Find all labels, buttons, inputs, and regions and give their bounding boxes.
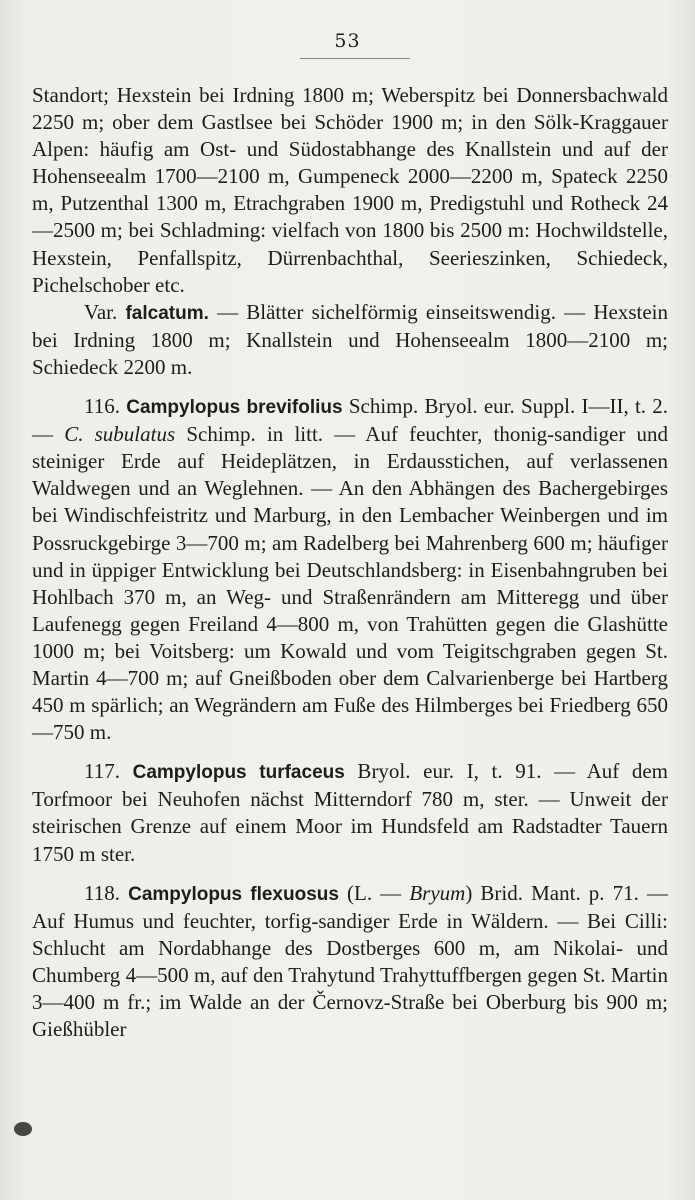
- species-name: Campylopus turfaceus: [132, 762, 345, 784]
- species-name: Campylopus brevifolius: [126, 397, 343, 419]
- entry-117: [32, 758, 668, 867]
- header-rule: [300, 58, 410, 59]
- entry-116: [32, 393, 668, 746]
- synonym: C. subulatus: [64, 422, 176, 447]
- entry-number: 117.: [84, 759, 120, 784]
- variety-paragraph: [32, 299, 668, 381]
- body-text: [32, 82, 668, 1043]
- entry-citation: Schimp. Bryol. eur. Suppl. I—II, t. 2. —: [32, 394, 669, 447]
- entry-text: Schimp. in litt. — Auf feuchter, thonig-sandiger und steiniger Erde auf Heideplätzen, in Erdausstichen, auf verlassenen Waldwegen und an Weglehnen. — An den Abhängen des Bachergebirges bei Windischfeistritz und Marburg, in den Lembacher Weinbergen und im Possruckgebirge 3—700 m; am Radelberg bei Mahrenberg 600 m; häufiger und in üppiger Entwicklung bei Deutschlandsberg: in Eisenbahngruben bei Hohlbach 370 m, an Weg- und Straßenrändern am Mitteregg und über Laufenegg gegen Freiland 4—800 m, von Trahütten gegen die Glashütte 1000 m; bei Voitsberg: um Kowald und vom Teigitschgraben gegen St. Martin 4—700 m; auf Gneißboden ober dem Calvarienberge bei Hartberg 450 m spärlich; an Wegrändern am Fuße des Hilmberges bei Friedberg 650—750 m.: [32, 422, 668, 745]
- entry-text: ) Brid. Mant. p. 71. — Auf Humus und feuchter, torfig-sandiger Erde in Wäldern. — Bei Cilli: Schlucht am Nordabhange des Dostberges 600 m, am Nikolai- und Chumberg 4—500 m, auf den Trahytund Trahyttuffbergen gegen St. Martin 3—400 m fr.; im Walde an der Černovz-Straße bei Oberburg bis 900 m; Gießhübler: [32, 880, 668, 1042]
- basionym-genus: Bryum: [409, 880, 466, 905]
- entry-number: 116.: [84, 394, 120, 419]
- species-name: Campylopus flexuosus: [128, 883, 339, 905]
- entry-118: [32, 880, 668, 1044]
- variety-prefix: Var.: [84, 299, 118, 324]
- entry-text: Bryol. eur. I, t. 91. — Auf dem Torfmoor bei Neuhofen nächst Mitterndorf 780 m, ster. — Unweit der steirischen Grenze auf einem Moor im Hundsfeld am Radstadter Tauern 1750 m ster.: [32, 759, 668, 866]
- variety-text: — Blätter sichelförmig einseitswendig. — Hexstein bei Irdning 1800 m; Knallstein und Hohenseealm 1800—2100 m; Schiedeck 2200 m.: [32, 299, 669, 379]
- variety-name: falcatum.: [125, 302, 209, 324]
- standort-paragraph: Standort; Hexstein bei Irdning 1800 m; Weberspitz bei Donnersbachwald 2250 m; ober dem Gastlsee bei Schöder 1900 m; in den Sölk-Kraggauer Alpen: häufig am Ost- und Südostabhange des Knallstein und auf der Hohenseealm 1700—2100 m, Gumpeneck 2000—2200 m, Spateck 2250 m, Putzenthal 1300 m, Etrachgraben 1900 m, Predigstuhl und Rotheck 24—2500 m; bei Schladming: vielfach von 1800 bis 2500 m: Hochwildstelle, Hexstein, Penfallspitz, Dürrenbachthal, Seerieszinken, Schiedeck, Pichelschober etc.: [32, 83, 668, 297]
- page-number: 53: [334, 30, 361, 52]
- entry-number: 118.: [84, 880, 120, 905]
- ink-smudge: [14, 1122, 32, 1136]
- entry-citation: (L. —: [338, 880, 410, 905]
